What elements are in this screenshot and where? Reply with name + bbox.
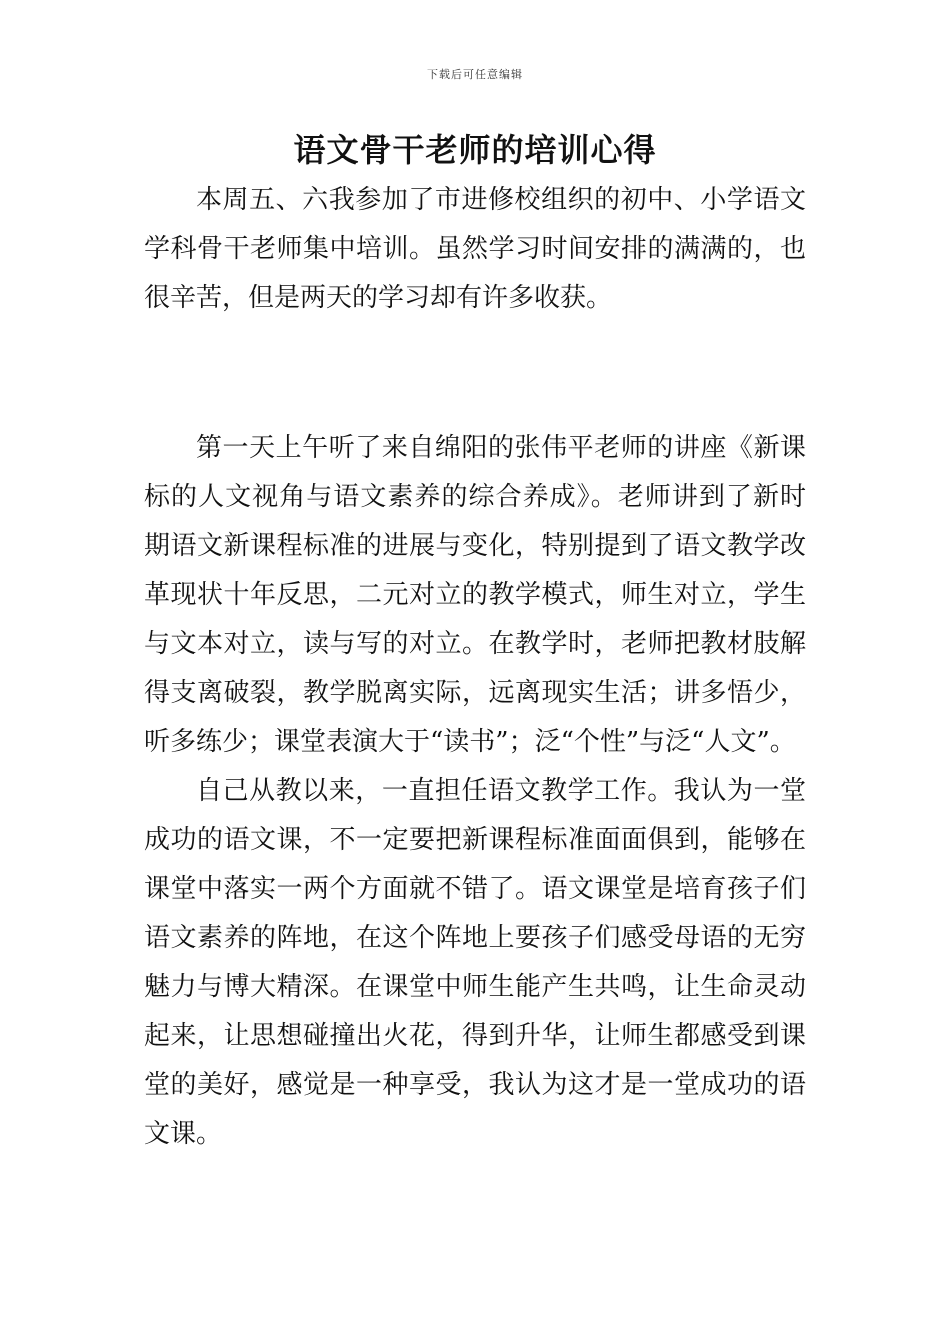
paragraph: 本周五、六我参加了市进修校组织的初中、小学语文学科骨干老师集中培训。虽然学习时间安排的满满的，也很辛苦，但是两天的学习却有许多收获。 [144, 185, 806, 313]
document-body-main [144, 424, 806, 1159]
header-note: 下载后可任意编辑 [427, 68, 523, 81]
document-title: 语文骨干老师的培训心得 [293, 131, 657, 169]
document-body-intro [144, 176, 806, 323]
paragraph: 自己从教以来，一直担任语文教学工作。我认为一堂成功的语文课，不一定要把新课程标准面面俱到，能够在课堂中落实一两个方面就不错了。语文课堂是培育孩子们语文素养的阵地，在这个阵地上要孩子们感受母语的无穷魅力与博大精深。在课堂中师生能产生共鸣，让生命灵动起来，让思想碰撞出火花，得到升华，让师生都感受到课堂的美好，感觉是一种享受，我认为这才是一堂成功的语文课。 [144, 776, 806, 1149]
paragraph: 第一天上午听了来自绵阳的张伟平老师的讲座《新课标的人文视角与语文素养的综合养成》。老师讲到了新时期语文新课程标准的进展与变化，特别提到了语文教学改革现状十年反思，二元对立的教学模式，师生对立，学生与文本对立，读与写的对立。在教学时，老师把教材肢解得支离破裂，教学脱离实际，远离现实生活；讲多悟少，听多练少；课堂表演大于“读书”；泛“个性”与泛“人文”。 [144, 433, 806, 757]
